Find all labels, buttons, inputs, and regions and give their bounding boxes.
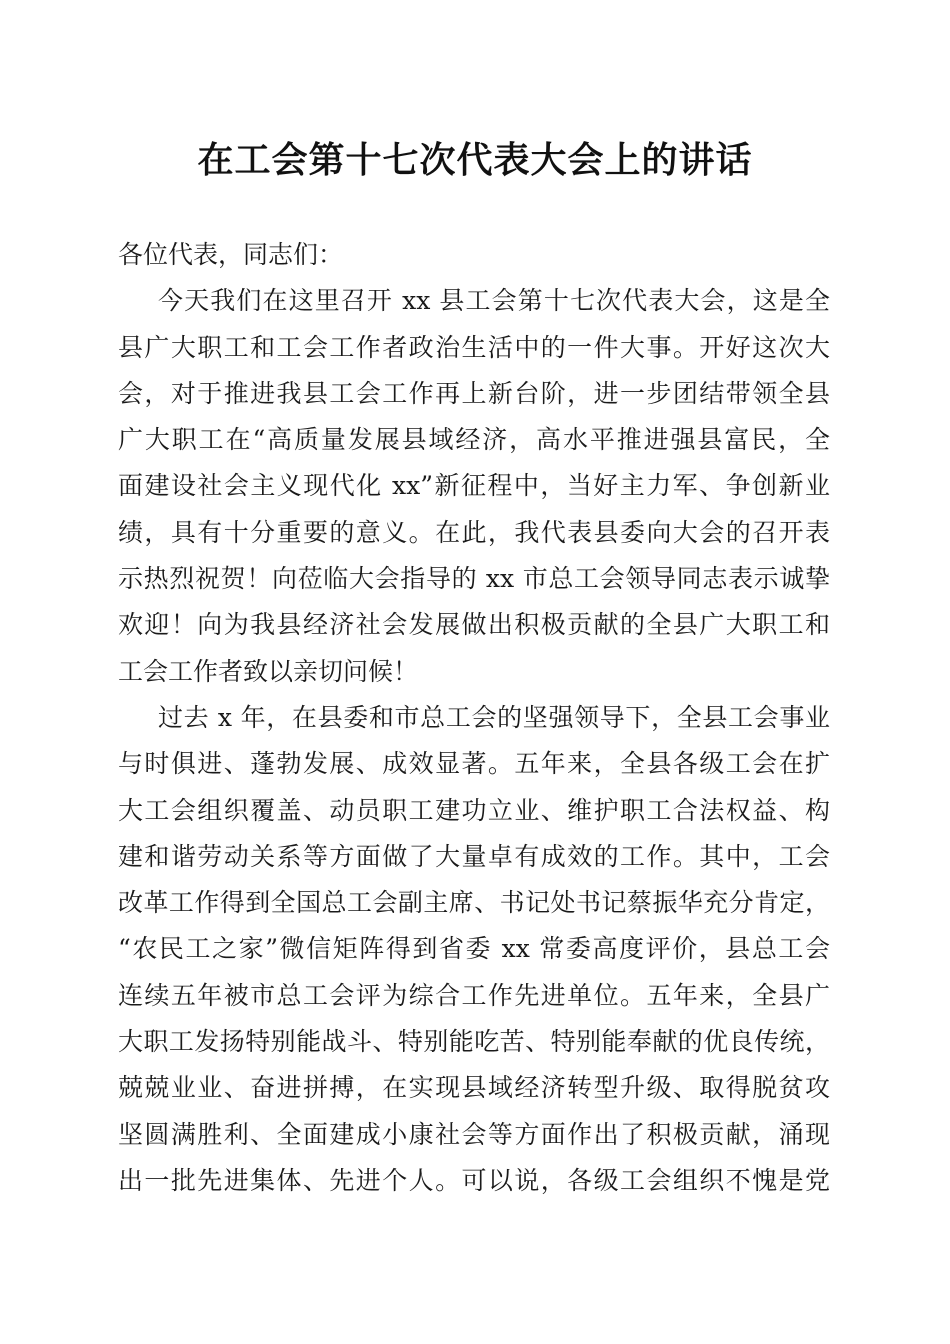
paragraph-2-line: 坚圆满胜利、全面建成小康社会等方面作出了积极贡献，涌现: [118, 1119, 830, 1149]
paragraph-2-line: 大工会组织覆盖、动员职工建功立业、维护职工合法权益、构: [118, 795, 830, 825]
paragraph-2-line: 兢兢业业、奋进拼搏，在实现县域经济转型升级、取得脱贫攻: [118, 1073, 830, 1103]
document-title: 在工会第十七次代表大会上的讲话: [197, 139, 753, 181]
paragraph-1-line: 广大职工在“高质量发展县域经济，高水平推进强县富民，全: [118, 425, 830, 455]
paragraph-2-line: 过去 x 年，在县委和市总工会的坚强领导下，全县工会事业: [158, 702, 830, 732]
paragraph-1-line: 示热烈祝贺！向莅临大会指导的 xx 市总工会领导同志表示诚挚: [118, 564, 830, 594]
paragraph-2-line: 出一批先进集体、先进个人。可以说，各级工会组织不愧是党: [118, 1165, 830, 1195]
paragraph-1-line: 绩，具有十分重要的意义。在此，我代表县委向大会的召开表: [118, 517, 830, 547]
paragraph-1-line: 欢迎！向为我县经济社会发展做出积极贡献的全县广大职工和: [118, 610, 830, 640]
paragraph-1-line: 面建设社会主义现代化 xx”新征程中，当好主力军、争创新业: [118, 471, 830, 501]
paragraph-2-line: 大职工发扬特别能战斗、特别能吃苦、特别能奉献的优良传统，: [118, 1027, 830, 1057]
paragraph-1-line: 县广大职工和工会工作者政治生活中的一件大事。开好这次大: [118, 332, 830, 362]
paragraph-2-line: 与时俱进、蓬勃发展、成效显著。五年来，全县各级工会在扩: [118, 749, 830, 779]
salutation: 各位代表，同志们：: [118, 240, 344, 269]
paragraph-2-line: “农民工之家”微信矩阵得到省委 xx 常委高度评价，县总工会: [118, 934, 830, 964]
paragraph-2-line: 建和谐劳动关系等方面做了大量卓有成效的工作。其中，工会: [118, 841, 830, 871]
paragraph-2-line: 连续五年被市总工会评为综合工作先进单位。五年来，全县广: [118, 980, 830, 1010]
paragraph-1-line: 今天我们在这里召开 xx 县工会第十七次代表大会，这是全: [158, 286, 830, 316]
document-body: [118, 232, 830, 1204]
paragraph-2-line: 改革工作得到全国总工会副主席、书记处书记蔡振华充分肯定，: [118, 888, 830, 918]
paragraph-1-line: 会，对于推进我县工会工作再上新台阶，进一步团结带领全县: [118, 378, 830, 408]
paragraph-1-line: 工会工作者致以亲切问候！: [118, 656, 419, 686]
